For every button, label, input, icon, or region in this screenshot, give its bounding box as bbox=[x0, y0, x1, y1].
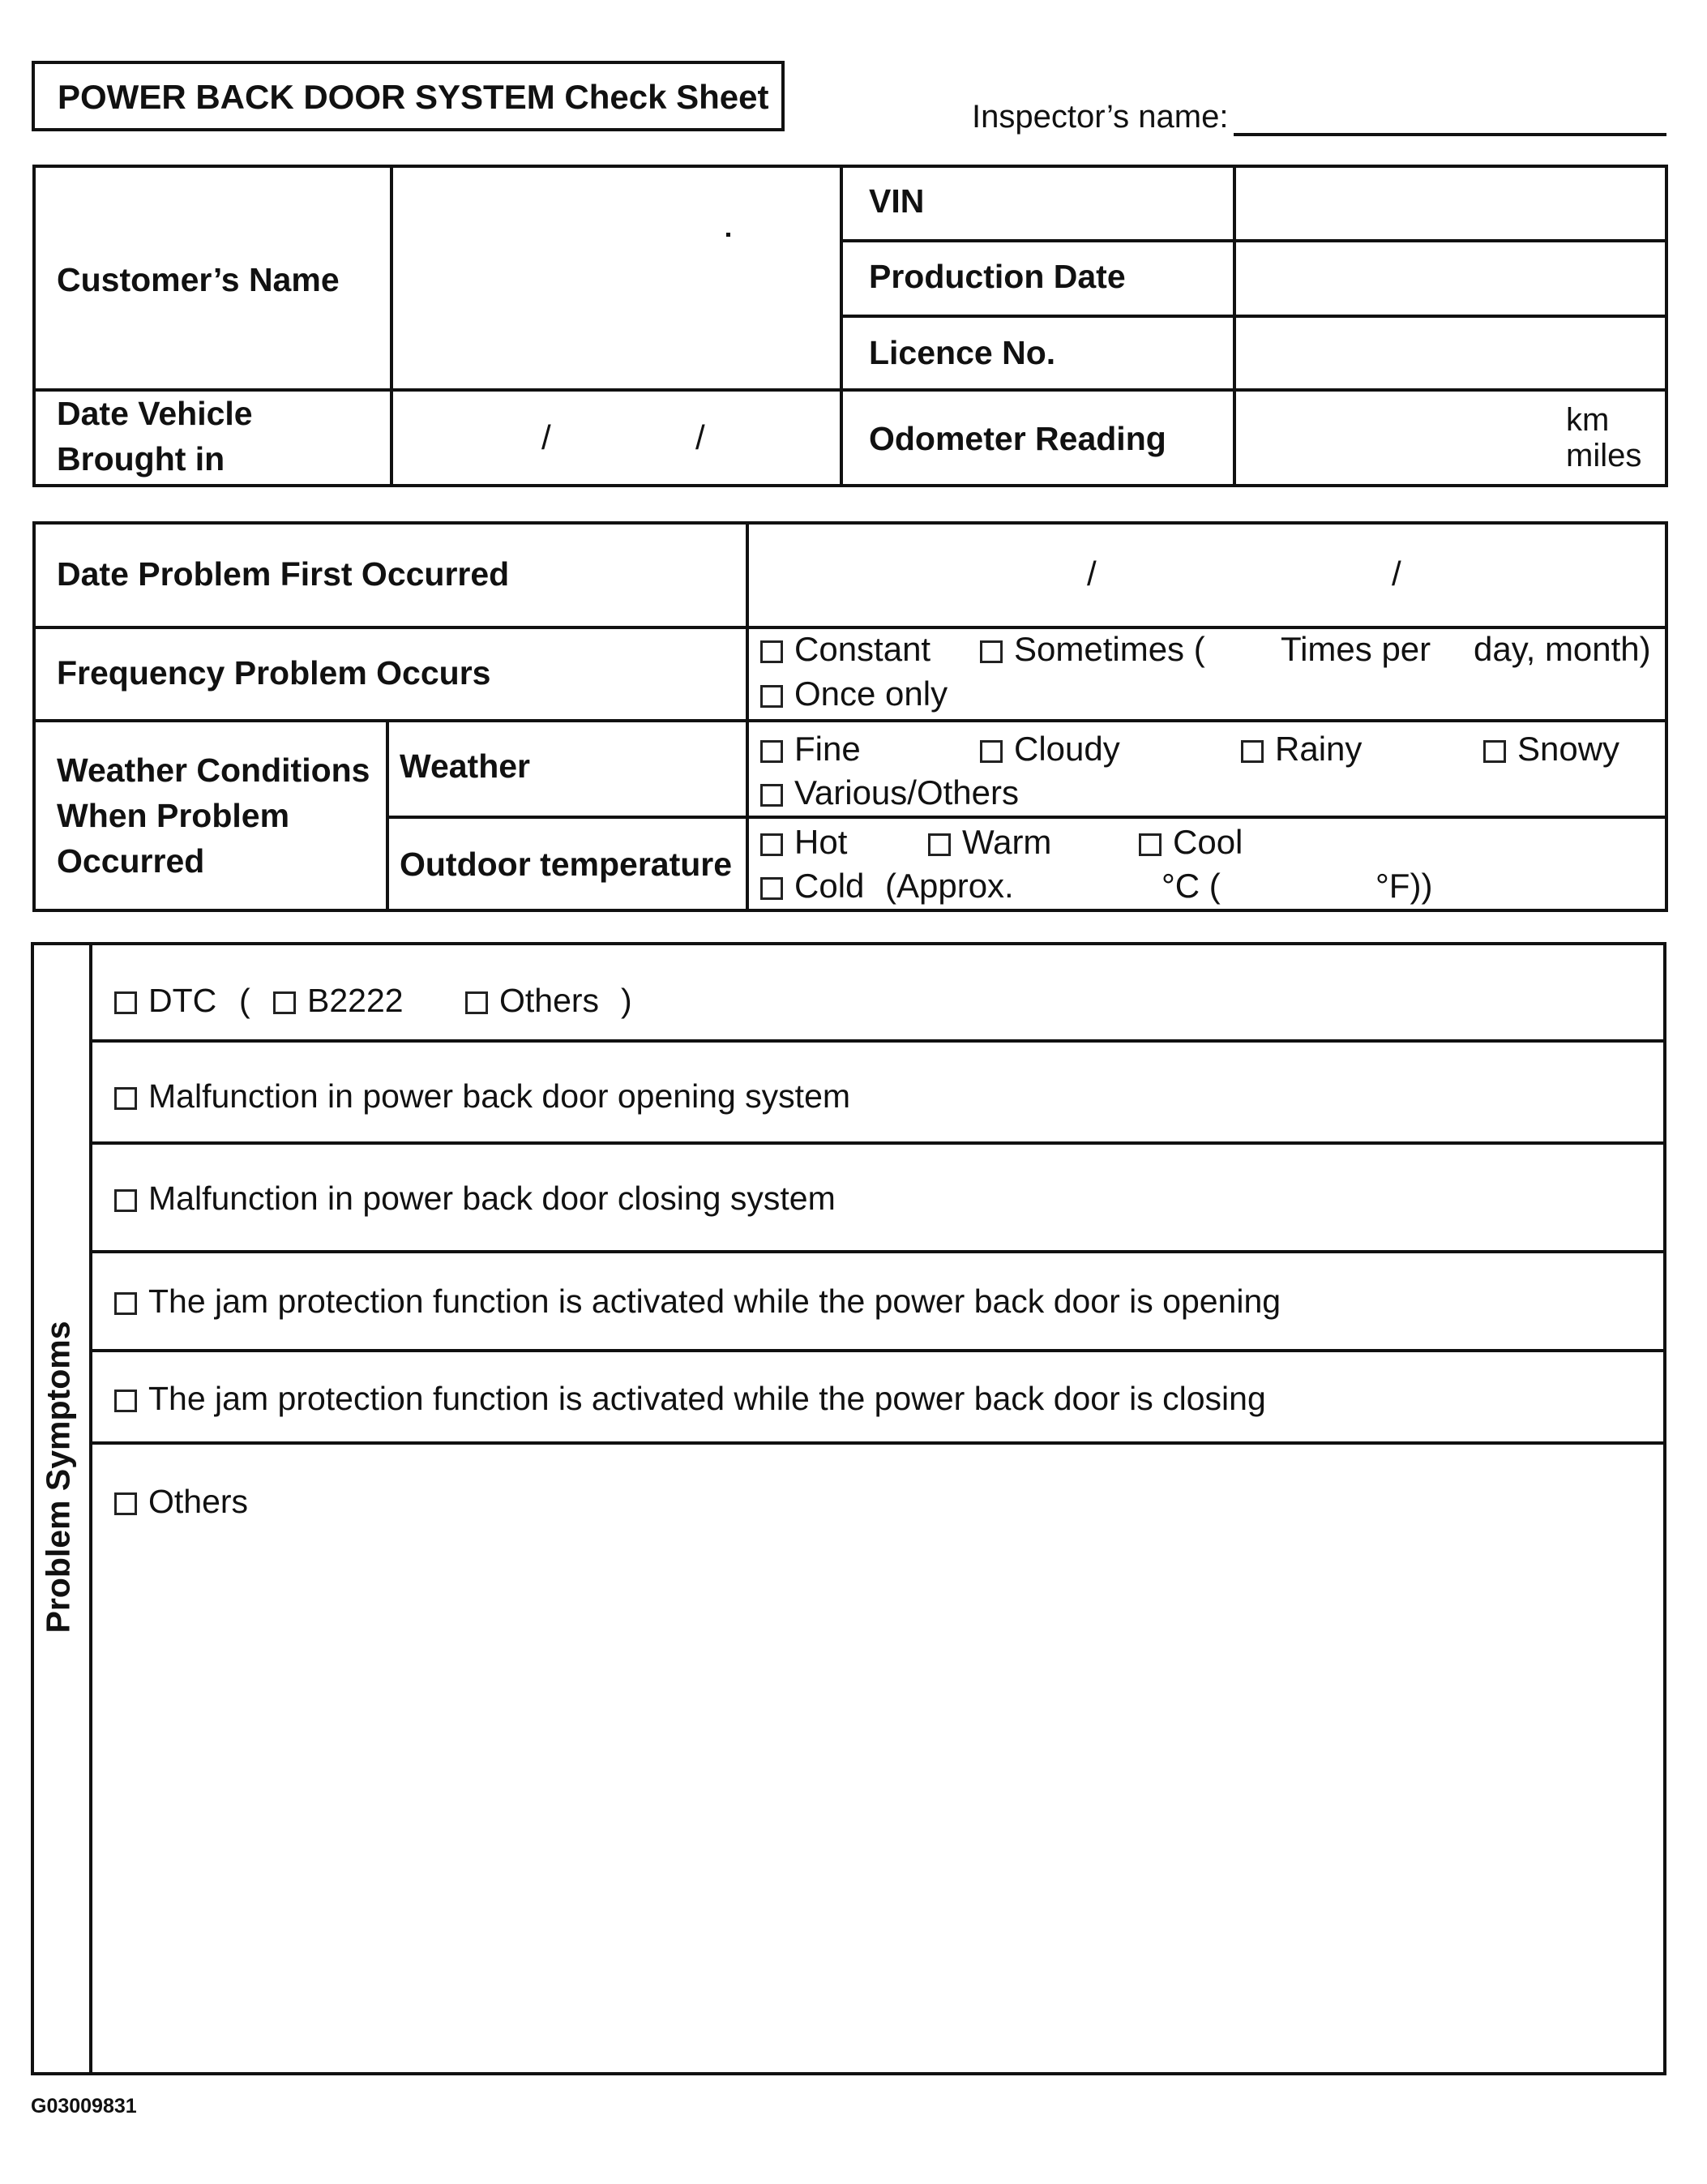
checkbox[interactable] bbox=[114, 1189, 137, 1212]
option-label: Malfunction in power back door closing system bbox=[148, 1180, 836, 1217]
date-separator: / bbox=[541, 418, 551, 456]
freq-sometimes-option[interactable] bbox=[980, 630, 1205, 669]
checkbox[interactable] bbox=[760, 685, 783, 708]
date-brought-label-line1: Date Vehicle bbox=[57, 395, 253, 432]
outdoor-temp-label: Outdoor temperature bbox=[400, 846, 733, 883]
customer-name-field[interactable] bbox=[394, 168, 838, 387]
temp-hot-option[interactable] bbox=[760, 823, 847, 862]
weather-conditions-line2: When Problem bbox=[57, 797, 290, 834]
option-label: Snowy bbox=[1517, 730, 1620, 768]
licence-field[interactable] bbox=[1237, 318, 1665, 387]
figure-code: G03009831 bbox=[31, 2095, 137, 2118]
option-label: The jam protection function is activated while the power back door is closing bbox=[148, 1380, 1266, 1417]
problem-symptoms-label: Problem Symptoms bbox=[39, 1321, 77, 1634]
others-notes-area[interactable] bbox=[94, 1540, 1663, 2067]
divider bbox=[89, 1141, 1666, 1145]
option-label: DTC bbox=[148, 982, 217, 1019]
dtc-others-option[interactable] bbox=[465, 982, 599, 1020]
weather-rainy-option[interactable] bbox=[1241, 730, 1362, 769]
frequency-label: Frequency Problem Occurs bbox=[57, 654, 491, 692]
date-brought-label bbox=[57, 391, 253, 482]
checkbox[interactable] bbox=[114, 991, 137, 1014]
inspector-name-field[interactable] bbox=[1234, 133, 1666, 136]
production-date-label: Production Date bbox=[869, 258, 1126, 295]
freq-times-per: Times per bbox=[1281, 630, 1431, 668]
opening-malfunction-option[interactable] bbox=[114, 1077, 850, 1116]
option-label: Others bbox=[499, 982, 600, 1019]
checkbox[interactable] bbox=[760, 784, 783, 807]
divider bbox=[32, 626, 1668, 629]
divider bbox=[386, 816, 1668, 819]
checkbox[interactable] bbox=[980, 640, 1003, 663]
others-option[interactable] bbox=[114, 1483, 248, 1521]
option-label: Others bbox=[148, 1483, 249, 1520]
checkbox[interactable] bbox=[1483, 740, 1506, 763]
option-label: Once only bbox=[794, 674, 948, 713]
weather-conditions-label bbox=[57, 747, 370, 884]
option-label: Cold bbox=[794, 867, 865, 905]
inspector-label: Inspector’s name: bbox=[972, 99, 1229, 135]
divider bbox=[89, 942, 92, 2075]
weather-cloudy-option[interactable] bbox=[980, 730, 1120, 769]
option-label: Various/Others bbox=[794, 773, 1019, 812]
date-brought-label-line2: Brought in bbox=[57, 440, 225, 477]
weather-label: Weather bbox=[400, 747, 531, 785]
temp-celsius-unit: °C ( bbox=[1162, 867, 1221, 905]
weather-snowy-option[interactable] bbox=[1483, 730, 1619, 769]
temp-cold-option[interactable] bbox=[760, 867, 864, 906]
weather-fine-option[interactable] bbox=[760, 730, 861, 769]
option-label: Hot bbox=[794, 823, 848, 861]
dot-mark bbox=[726, 233, 730, 237]
vin-label: VIN bbox=[869, 182, 925, 220]
checkbox[interactable] bbox=[114, 1492, 137, 1515]
divider bbox=[746, 521, 749, 912]
checkbox[interactable] bbox=[760, 640, 783, 663]
dtc-option[interactable] bbox=[114, 982, 216, 1020]
freq-once-option[interactable] bbox=[760, 674, 948, 713]
divider bbox=[32, 719, 1668, 722]
licence-label: Licence No. bbox=[869, 334, 1056, 371]
checkbox[interactable] bbox=[114, 1087, 137, 1110]
closing-malfunction-option[interactable] bbox=[114, 1180, 836, 1218]
temp-warm-option[interactable] bbox=[928, 823, 1051, 862]
checkbox[interactable] bbox=[1241, 740, 1264, 763]
dtc-b2222-option[interactable] bbox=[273, 982, 404, 1020]
option-label: Fine bbox=[794, 730, 861, 768]
checkbox[interactable] bbox=[760, 833, 783, 856]
checkbox[interactable] bbox=[760, 740, 783, 763]
date-separator: / bbox=[1087, 555, 1097, 593]
odometer-label: Odometer Reading bbox=[869, 420, 1166, 457]
option-label: Rainy bbox=[1275, 730, 1363, 768]
checkbox[interactable] bbox=[980, 740, 1003, 763]
dtc-close-paren: ) bbox=[621, 982, 632, 1019]
customer-name-label: Customer’s Name bbox=[57, 261, 340, 298]
first-occurred-label: Date Problem First Occurred bbox=[57, 555, 510, 593]
option-label: Cool bbox=[1173, 823, 1243, 861]
checkbox[interactable] bbox=[465, 991, 488, 1014]
temp-approx-label: (Approx. bbox=[885, 867, 1014, 905]
weather-various-option[interactable] bbox=[760, 773, 1019, 812]
divider bbox=[840, 165, 843, 487]
date-separator: / bbox=[1392, 555, 1401, 593]
divider bbox=[89, 1441, 1666, 1445]
checkbox[interactable] bbox=[114, 1292, 137, 1315]
first-occurred-field[interactable] bbox=[750, 525, 1665, 624]
unit-km: km bbox=[1566, 402, 1610, 438]
option-label: B2222 bbox=[307, 982, 404, 1019]
dtc-open-paren: ( bbox=[239, 982, 250, 1019]
option-label: Cloudy bbox=[1014, 730, 1120, 768]
freq-day-month: day, month) bbox=[1474, 630, 1651, 668]
date-brought-field[interactable] bbox=[394, 392, 838, 484]
option-label: Malfunction in power back door opening system bbox=[148, 1077, 851, 1115]
production-date-field[interactable] bbox=[1237, 242, 1665, 313]
divider bbox=[89, 1250, 1666, 1253]
page-title: POWER BACK DOOR SYSTEM Check Sheet bbox=[58, 78, 769, 116]
freq-constant-option[interactable] bbox=[760, 630, 931, 669]
divider bbox=[89, 1349, 1666, 1352]
unit-miles: miles bbox=[1566, 438, 1642, 473]
option-label: Warm bbox=[962, 823, 1052, 861]
checkbox[interactable] bbox=[760, 877, 783, 900]
weather-conditions-line3: Occurred bbox=[57, 842, 205, 880]
vin-field[interactable] bbox=[1237, 168, 1665, 238]
divider bbox=[89, 1039, 1666, 1043]
checkbox[interactable] bbox=[273, 991, 296, 1014]
odometer-field[interactable] bbox=[1237, 392, 1665, 484]
weather-conditions-line1: Weather Conditions bbox=[57, 752, 370, 789]
date-separator: / bbox=[695, 418, 705, 456]
option-label: Constant bbox=[794, 630, 931, 668]
checkbox[interactable] bbox=[928, 833, 951, 856]
checkbox[interactable] bbox=[1139, 833, 1162, 856]
option-label: The jam protection function is activated while the power back door is opening bbox=[148, 1283, 1281, 1320]
jam-closing-option[interactable] bbox=[114, 1380, 1266, 1418]
divider bbox=[390, 165, 393, 487]
option-label: Sometimes ( bbox=[1014, 630, 1205, 668]
checkbox[interactable] bbox=[114, 1390, 137, 1412]
jam-opening-option[interactable] bbox=[114, 1283, 1281, 1321]
temp-cool-option[interactable] bbox=[1139, 823, 1243, 862]
temp-fahrenheit-unit: °F)) bbox=[1375, 867, 1433, 905]
divider bbox=[1233, 165, 1236, 487]
